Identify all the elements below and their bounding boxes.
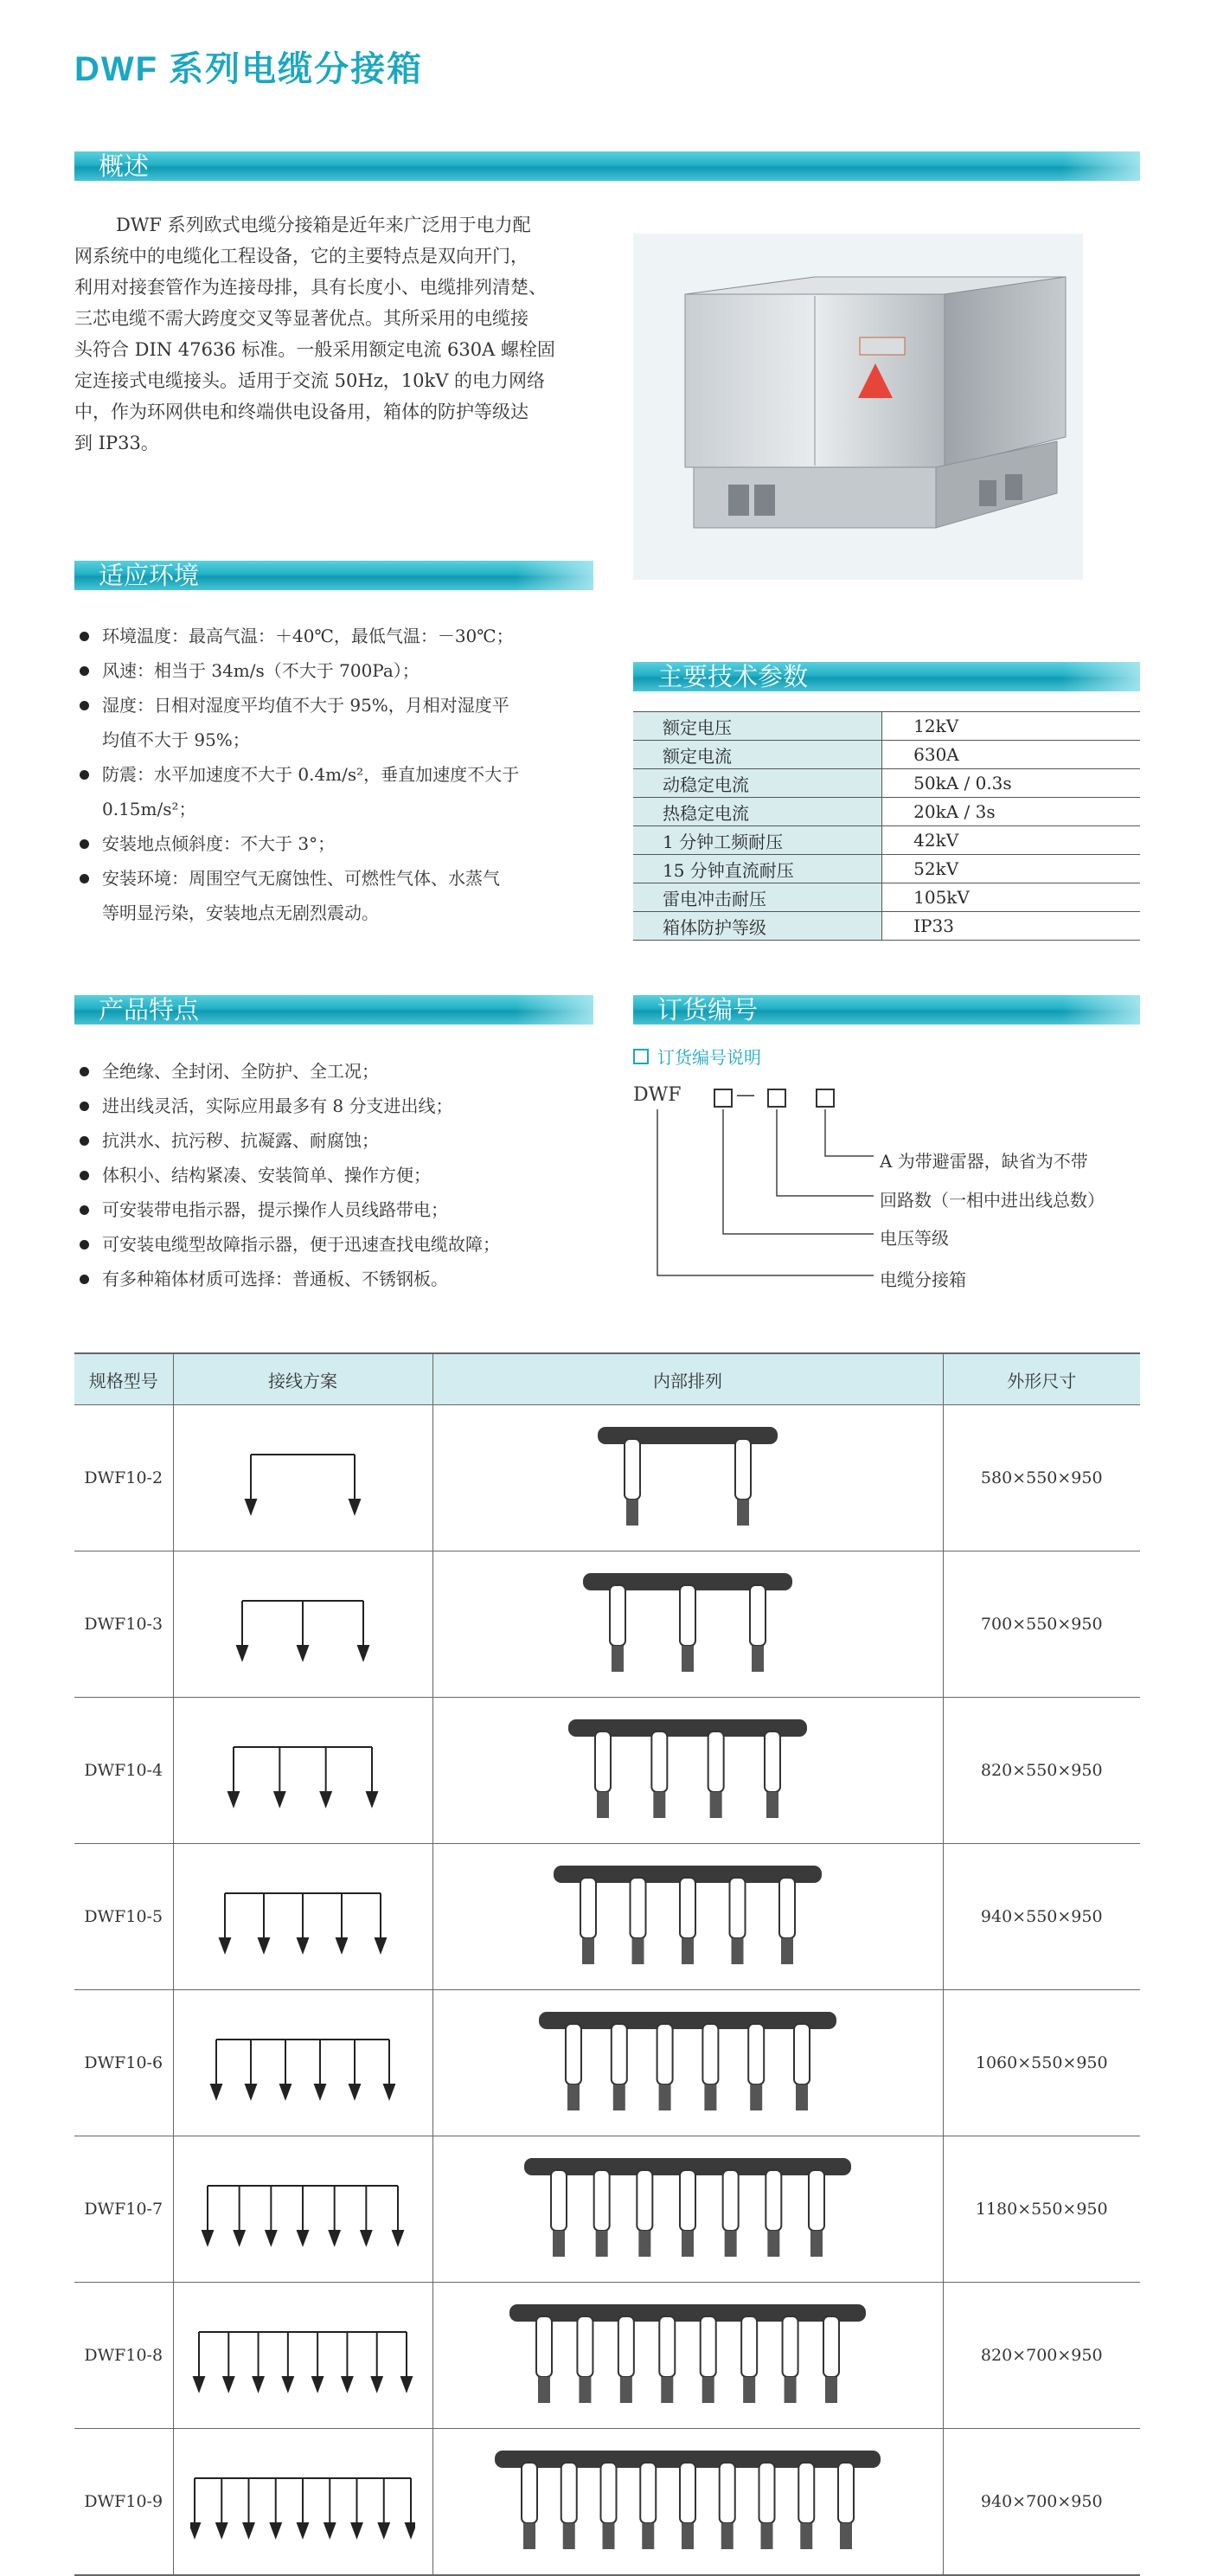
overview-line: 头符合 DIN 47636 标准。一般采用额定电流 630A 螺栓固 xyxy=(74,339,555,360)
section-title-features: 产品特点 xyxy=(99,995,200,1025)
param-row xyxy=(633,712,1140,741)
branch-arrow-icon xyxy=(216,2523,227,2537)
code-dash: — xyxy=(736,1084,755,1106)
branch-arrow-icon xyxy=(283,2377,293,2391)
model-code: DWF10-9 xyxy=(74,2429,173,2576)
internal-layout-drawing xyxy=(484,1706,891,1835)
order-label-box: 电缆分接箱 xyxy=(880,1269,966,1290)
checkbox-square-icon xyxy=(633,1049,649,1064)
section-title-ordering: 订货编号 xyxy=(657,995,759,1025)
feature-item: 进出线灵活，实际应用最多有 8 分支进出线； xyxy=(74,1089,611,1123)
features-list xyxy=(74,1054,611,1296)
wiring-diagram xyxy=(190,1869,415,1964)
branch-arrow-icon xyxy=(298,1646,308,1660)
branch-arrow-icon xyxy=(220,1938,230,1952)
overview-line: 到 IP33。 xyxy=(74,433,159,453)
feature-item: 抗洪水、抗污秽、抗凝露、耐腐蚀； xyxy=(74,1123,611,1158)
model-code: DWF10-7 xyxy=(74,2136,173,2283)
branch-arrow-icon xyxy=(349,2085,360,2098)
param-name: 箱体防护等级 xyxy=(633,912,882,941)
environment-item: 均值不大于 95%； xyxy=(102,729,250,750)
layout-cell xyxy=(432,2283,943,2429)
branch-arrow-icon xyxy=(259,1938,269,1952)
model-code: DWF10-6 xyxy=(74,1990,173,2136)
model-row xyxy=(74,1405,1140,1551)
model-row xyxy=(74,1990,1140,2136)
page-title xyxy=(74,42,423,91)
model-row xyxy=(74,1844,1140,1990)
page-title-text: 系列电缆分接箱 xyxy=(169,49,424,89)
ordering-subtitle xyxy=(633,1044,761,1069)
wiring-cell xyxy=(173,1844,432,1990)
overview-text xyxy=(74,209,593,459)
branch-arrow-icon xyxy=(375,1938,386,1952)
environment-item: 安装地点倾斜度：不大于 3°； xyxy=(74,826,611,861)
header-size: 外形尺寸 xyxy=(943,1353,1140,1405)
model-row xyxy=(74,2283,1140,2429)
branch-arrow-icon xyxy=(280,2085,291,2098)
branch-arrow-icon xyxy=(234,2231,245,2245)
branch-arrow-icon xyxy=(367,1792,377,1806)
model-code: DWF10-2 xyxy=(74,1405,173,1551)
environment-item: 风速：相当于 34m/s（不大于 700Pa）； xyxy=(74,653,611,688)
product-photo xyxy=(633,234,1083,580)
param-value: 52kV xyxy=(882,855,1140,883)
header-wiring: 接线方案 xyxy=(173,1353,432,1405)
branch-arrow-icon xyxy=(190,2523,200,2537)
model-size: 820×700×950 xyxy=(943,2283,1140,2429)
section-bar-overview xyxy=(74,151,1140,181)
model-code: DWF10-3 xyxy=(74,1551,173,1698)
wiring-diagram xyxy=(190,2454,415,2549)
param-value: 630A xyxy=(882,741,1140,769)
branch-arrow-icon xyxy=(298,2231,308,2245)
wiring-cell xyxy=(173,1698,432,1844)
section-title-environment: 适应环境 xyxy=(99,561,200,590)
ordering-subtitle-text: 订货编号说明 xyxy=(657,1047,761,1068)
layout-cell xyxy=(432,1698,943,1844)
branch-arrow-icon xyxy=(312,2377,323,2391)
param-name: 热稳定电流 xyxy=(633,798,882,826)
branch-arrow-icon xyxy=(315,2085,325,2098)
internal-layout-drawing xyxy=(484,1413,891,1543)
param-row xyxy=(633,826,1140,855)
model-row xyxy=(74,2136,1140,2283)
code-box-voltage xyxy=(714,1089,733,1108)
internal-layout-drawing xyxy=(484,2144,891,2274)
branch-arrow-icon xyxy=(406,2523,415,2537)
param-row xyxy=(633,855,1140,883)
wiring-diagram xyxy=(190,1430,415,1526)
branch-arrow-icon xyxy=(372,2377,382,2391)
param-name: 15 分钟直流耐压 xyxy=(633,855,882,883)
model-code: DWF10-8 xyxy=(74,2283,173,2429)
cabinet-illustration xyxy=(633,234,1083,580)
branch-arrow-icon xyxy=(379,2523,389,2537)
order-code-prefix: DWF xyxy=(633,1084,682,1106)
branch-arrow-icon xyxy=(352,2523,362,2537)
header-model: 规格型号 xyxy=(74,1353,173,1405)
section-title-params: 主要技术参数 xyxy=(657,662,809,691)
model-code: DWF10-4 xyxy=(74,1698,173,1844)
param-row xyxy=(633,883,1140,912)
environment-item: 0.15m/s²； xyxy=(102,799,196,819)
param-value: 50kA / 0.3s xyxy=(882,769,1140,798)
wiring-cell xyxy=(173,1405,432,1551)
layout-cell xyxy=(432,2429,943,2576)
branch-arrow-icon xyxy=(361,2231,371,2245)
branch-arrow-icon xyxy=(321,1792,331,1806)
model-size: 1060×550×950 xyxy=(943,1990,1140,2136)
branch-arrow-icon xyxy=(342,2377,352,2391)
model-size: 580×550×950 xyxy=(943,1405,1140,1551)
branch-arrow-icon xyxy=(349,1500,360,1513)
branch-arrow-icon xyxy=(211,2085,221,2098)
wiring-diagram xyxy=(190,2308,415,2403)
feature-item: 全绝缘、全封闭、全防护、全工况； xyxy=(74,1054,611,1089)
branch-arrow-icon xyxy=(393,2231,403,2245)
branch-arrow-icon xyxy=(330,2231,340,2245)
model-size: 700×550×950 xyxy=(943,1551,1140,1698)
branch-arrow-icon xyxy=(246,2085,256,2098)
environment-item: 等明显污染，安装地点无剧烈震动。 xyxy=(102,903,379,923)
params-table xyxy=(633,711,1140,941)
model-row xyxy=(74,1551,1140,1698)
environment-list xyxy=(74,619,611,930)
param-value: 42kV xyxy=(882,826,1140,855)
param-value: 20kA / 3s xyxy=(882,798,1140,826)
param-row xyxy=(633,769,1140,798)
branch-arrow-icon xyxy=(223,2377,234,2391)
branch-arrow-icon xyxy=(253,2377,264,2391)
wiring-diagram xyxy=(190,2015,415,2110)
branch-arrow-icon xyxy=(202,2231,213,2245)
wiring-cell xyxy=(173,2429,432,2576)
order-label-arrester: A 为带避雷器，缺省为不带 xyxy=(880,1151,1088,1172)
header-layout: 内部排列 xyxy=(432,1353,943,1405)
branch-arrow-icon xyxy=(274,1792,285,1806)
models-table xyxy=(74,1352,1140,2576)
branch-arrow-icon xyxy=(244,2523,254,2537)
param-value: IP33 xyxy=(882,912,1140,941)
param-name: 动稳定电流 xyxy=(633,769,882,798)
branch-arrow-icon xyxy=(194,2377,204,2391)
branch-arrow-icon xyxy=(384,2085,394,2098)
order-label-circuits: 回路数（一相中进出线总数） xyxy=(880,1190,1105,1211)
model-size: 820×550×950 xyxy=(943,1698,1140,1844)
models-header-row xyxy=(74,1353,1140,1405)
model-size: 940×700×950 xyxy=(943,2429,1140,2576)
param-value: 12kV xyxy=(882,712,1140,741)
branch-arrow-icon xyxy=(298,2523,308,2537)
wiring-cell xyxy=(173,2136,432,2283)
branch-arrow-icon xyxy=(324,2523,335,2537)
order-code-leader-lines xyxy=(640,1108,882,1298)
branch-arrow-icon xyxy=(336,1938,347,1952)
wiring-cell xyxy=(173,2283,432,2429)
model-row xyxy=(74,2429,1140,2576)
wiring-diagram xyxy=(190,1577,415,1672)
feature-item: 有多种箱体材质可选择：普通板、不锈钢板。 xyxy=(74,1262,611,1296)
branch-arrow-icon xyxy=(358,1646,368,1660)
branch-arrow-icon xyxy=(266,2231,276,2245)
overview-line: 三芯电缆不需大跨度交叉等显著优点。其所采用的电缆接 xyxy=(74,308,529,329)
branch-arrow-icon xyxy=(401,2377,412,2391)
wiring-diagram xyxy=(190,2162,415,2257)
feature-item: 可安装带电指示器，提示操作人员线路带电； xyxy=(74,1192,611,1227)
model-size: 1180×550×950 xyxy=(943,2136,1140,2283)
order-code xyxy=(633,1084,682,1106)
internal-layout-drawing xyxy=(484,2437,891,2566)
param-name: 额定电流 xyxy=(633,741,882,769)
wiring-diagram xyxy=(190,1723,415,1818)
section-bar-features xyxy=(74,995,593,1025)
code-box-circuits xyxy=(767,1089,786,1108)
internal-layout-drawing xyxy=(484,1998,891,2128)
param-row xyxy=(633,798,1140,826)
layout-cell xyxy=(432,1405,943,1551)
order-label-voltage: 电压等级 xyxy=(880,1228,949,1249)
overview-line: DWF 系列欧式电缆分接箱是近年来广泛用于电力配 xyxy=(116,215,531,235)
branch-arrow-icon xyxy=(237,1646,247,1660)
param-name: 额定电压 xyxy=(633,712,882,741)
param-name: 雷电冲击耐压 xyxy=(633,883,882,912)
branch-arrow-icon xyxy=(298,1938,308,1952)
section-title-overview: 概述 xyxy=(99,151,150,181)
model-code: DWF10-5 xyxy=(74,1844,173,1990)
param-value: 105kV xyxy=(882,883,1140,912)
feature-item: 可安装电缆型故障指示器，便于迅速查找电缆故障； xyxy=(74,1227,611,1262)
overview-line: 网系统中的电缆化工程设备，它的主要特点是双向开门， xyxy=(74,246,529,267)
param-name: 1 分钟工频耐压 xyxy=(633,826,882,855)
layout-cell xyxy=(432,1551,943,1698)
section-bar-environment xyxy=(74,561,593,590)
overview-line: 中，作为环网供电和终端供电设备用，箱体的防护等级达 xyxy=(74,401,529,422)
internal-layout-drawing xyxy=(484,1559,891,1689)
wiring-cell xyxy=(173,1551,432,1698)
environment-item: 湿度：日相对湿度平均值不大于 95%，月相对湿度平 xyxy=(74,688,611,723)
internal-layout-drawing xyxy=(484,1852,891,1982)
layout-cell xyxy=(432,2136,943,2283)
overview-line: 利用对接套管作为连接母排，具有长度小、电缆排列清楚、 xyxy=(74,277,547,298)
layout-cell xyxy=(432,1844,943,1990)
param-row xyxy=(633,912,1140,941)
overview-line: 定连接式电缆接头。适用于交流 50Hz，10kV 的电力网络 xyxy=(74,370,546,391)
model-row xyxy=(74,1698,1140,1844)
environment-item: 安装环境：周围空气无腐蚀性、可燃性气体、水蒸气 xyxy=(74,861,611,896)
page-title-brand: DWF xyxy=(74,50,159,88)
wiring-cell xyxy=(173,1990,432,2136)
internal-layout-drawing xyxy=(484,2290,891,2420)
branch-arrow-icon xyxy=(271,2523,281,2537)
section-bar-params xyxy=(633,662,1140,691)
code-box-arrester xyxy=(816,1089,835,1108)
environment-item: 防震：水平加速度不大于 0.4m/s²，垂直加速度不大于 xyxy=(74,757,611,792)
layout-cell xyxy=(432,1990,943,2136)
param-row xyxy=(633,741,1140,769)
branch-arrow-icon xyxy=(228,1792,239,1806)
section-bar-ordering xyxy=(633,995,1140,1025)
model-size: 940×550×950 xyxy=(943,1844,1140,1990)
branch-arrow-icon xyxy=(246,1500,256,1513)
feature-item: 体积小、结构紧凑、安装简单、操作方便； xyxy=(74,1158,611,1192)
environment-item: 环境温度：最高气温：＋40℃，最低气温：－30℃； xyxy=(74,619,611,653)
